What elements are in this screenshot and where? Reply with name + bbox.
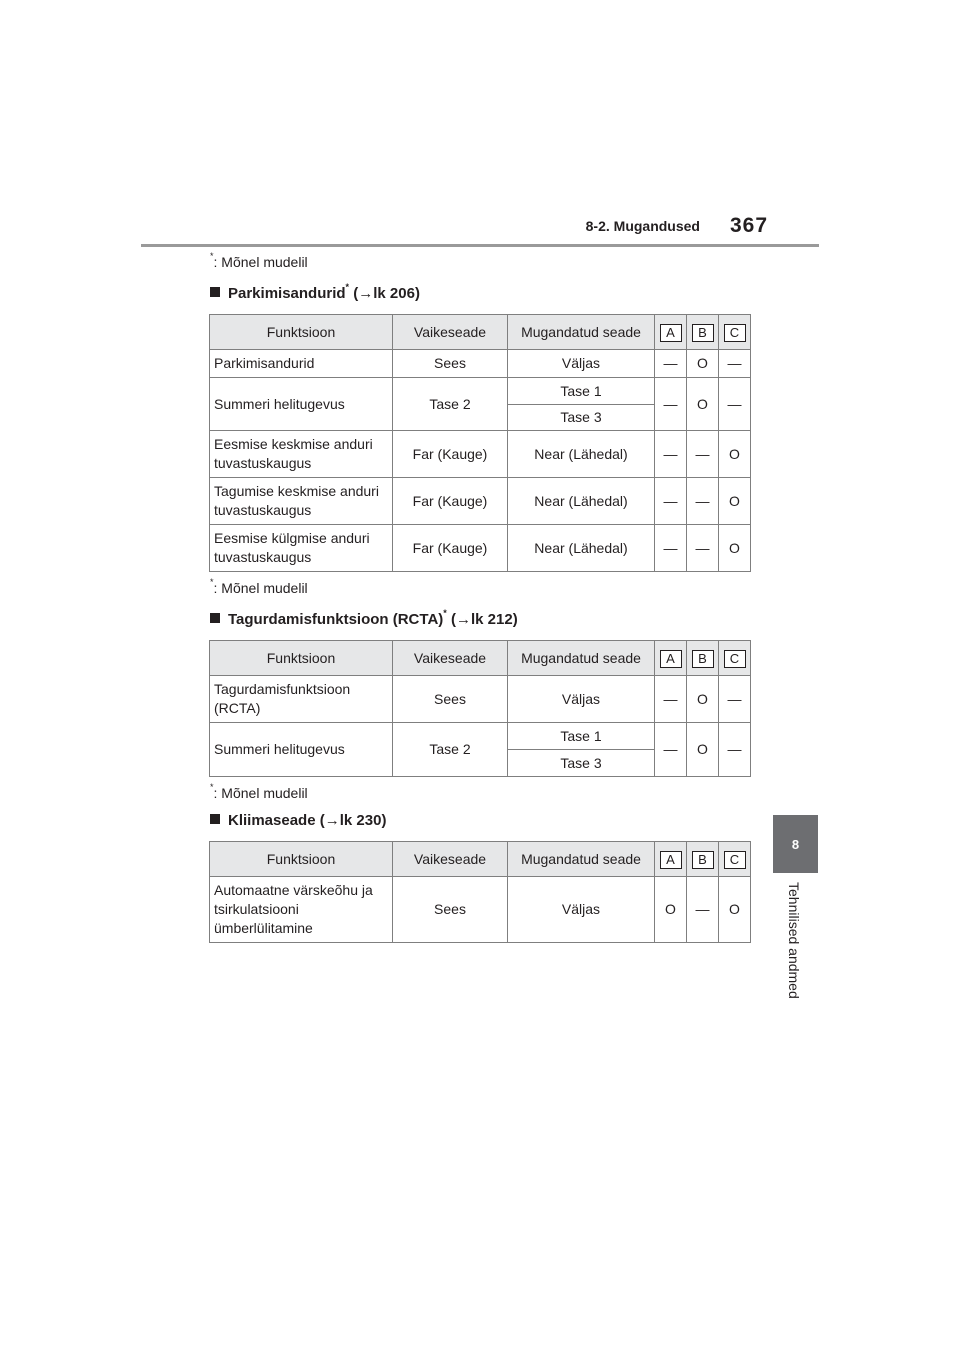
- cell-b: O: [687, 676, 719, 723]
- column-header-b: [687, 842, 719, 877]
- cell-a: O: [655, 877, 687, 943]
- table-row: [210, 877, 751, 943]
- header-rule: [141, 244, 819, 247]
- cell-c: —: [719, 350, 751, 378]
- table-row: [210, 350, 751, 378]
- cell-function: Eesmise keskmise anduri tuvastuskaugus: [210, 431, 393, 478]
- table-header-row: [210, 641, 751, 676]
- footnote-asterisk: *: [210, 782, 214, 792]
- column-header-a: [655, 641, 687, 676]
- cell-function: Tagurdamisfunktsioon (RCTA): [210, 676, 393, 723]
- cell-a: —: [655, 378, 687, 431]
- cell-c: —: [719, 723, 751, 777]
- column-header-c: [719, 315, 751, 350]
- cell-custom: Väljas: [508, 350, 655, 378]
- arrow-right-icon: →: [455, 611, 471, 628]
- table-row: [210, 525, 751, 572]
- footnote: [210, 577, 308, 596]
- column-header-c: [719, 842, 751, 877]
- cell-c: —: [719, 676, 751, 723]
- letter-a-icon: A: [660, 851, 682, 869]
- cell-custom: Near (Lähedal): [508, 525, 655, 572]
- footnote-asterisk: *: [443, 608, 447, 618]
- letter-c-icon: C: [724, 650, 746, 668]
- footnote-text: : Mõnel mudelil: [213, 254, 308, 270]
- cell-custom: Väljas: [508, 676, 655, 723]
- table-row: [210, 676, 751, 723]
- letter-c-icon: C: [724, 851, 746, 869]
- page-number: 367: [730, 214, 769, 237]
- table-header-row: [210, 315, 751, 350]
- table-row: [210, 723, 751, 750]
- section-heading: Kliimaseade (→lk 230): [210, 812, 386, 829]
- cell-c: O: [719, 478, 751, 525]
- footnote: [210, 782, 308, 801]
- cell-c: O: [719, 525, 751, 572]
- cell-custom: Tase 3: [508, 405, 655, 431]
- cell-default: Sees: [393, 877, 508, 943]
- footnote-asterisk: *: [345, 282, 350, 292]
- cell-c: O: [719, 877, 751, 943]
- table-row: [210, 431, 751, 478]
- section-title: Kliimaseade: [228, 812, 316, 829]
- column-header-custom: Mugandatud seade: [508, 315, 655, 350]
- column-header-custom: Mugandatud seade: [508, 641, 655, 676]
- column-header-default: Vaikeseade: [393, 842, 508, 877]
- cell-custom: Tase 3: [508, 750, 655, 777]
- cell-b: —: [687, 525, 719, 572]
- cell-custom: Near (Lähedal): [508, 431, 655, 478]
- cell-function: Eesmise külgmise anduri tuvastuskaugus: [210, 525, 393, 572]
- cell-a: —: [655, 478, 687, 525]
- cell-default: Far (Kauge): [393, 525, 508, 572]
- section-title: Parkimisandurid: [228, 285, 346, 302]
- cell-function: Summeri helitugevus: [210, 378, 393, 431]
- letter-a-icon: A: [660, 650, 682, 668]
- cell-default: Sees: [393, 350, 508, 378]
- square-bullet-icon: [210, 287, 220, 297]
- letter-b-icon: B: [692, 324, 714, 342]
- footnote-asterisk: *: [210, 577, 214, 587]
- page-header-section: 8-2. Mugandused: [585, 218, 700, 234]
- footnote-text: : Mõnel mudelil: [213, 580, 308, 596]
- cell-c: —: [719, 378, 751, 431]
- column-header-a: [655, 315, 687, 350]
- chapter-tab: 8: [773, 815, 818, 873]
- cell-b: —: [687, 431, 719, 478]
- square-bullet-icon: [210, 613, 220, 623]
- cell-a: —: [655, 431, 687, 478]
- section-heading: Tagurdamisfunktsioon (RCTA)* (→lk 212): [210, 611, 518, 628]
- cell-c: O: [719, 431, 751, 478]
- cell-function: Parkimisandurid: [210, 350, 393, 378]
- settings-table: [209, 314, 751, 572]
- letter-c-icon: C: [724, 324, 746, 342]
- page-reference[interactable]: lk 206: [373, 285, 415, 302]
- column-header-c: [719, 641, 751, 676]
- cell-b: O: [687, 723, 719, 777]
- section-title: Tagurdamisfunktsioon (RCTA): [228, 611, 444, 628]
- cell-custom: Väljas: [508, 877, 655, 943]
- chapter-label: Tehnilised andmed: [786, 882, 802, 999]
- cell-default: Far (Kauge): [393, 431, 508, 478]
- cell-b: —: [687, 877, 719, 943]
- settings-table: [209, 841, 751, 943]
- column-header-function: Funktsioon: [210, 641, 393, 676]
- arrow-right-icon: →: [358, 285, 374, 302]
- column-header-b: [687, 641, 719, 676]
- arrow-right-icon: →: [324, 812, 340, 829]
- letter-b-icon: B: [692, 851, 714, 869]
- table-row: [210, 378, 751, 405]
- cell-b: —: [687, 478, 719, 525]
- cell-custom: Tase 1: [508, 723, 655, 750]
- settings-table: [209, 640, 751, 777]
- letter-b-icon: B: [692, 650, 714, 668]
- cell-a: —: [655, 525, 687, 572]
- cell-default: Tase 2: [393, 378, 508, 431]
- column-header-function: Funktsioon: [210, 842, 393, 877]
- cell-custom: Tase 1: [508, 378, 655, 405]
- cell-b: O: [687, 350, 719, 378]
- column-header-custom: Mugandatud seade: [508, 842, 655, 877]
- cell-function: Tagumise keskmise anduri tuvastuskaugus: [210, 478, 393, 525]
- footnote-text: : Mõnel mudelil: [213, 785, 308, 801]
- table-row: [210, 478, 751, 525]
- section-heading: Parkimisandurid* (→lk 206): [210, 285, 420, 302]
- cell-default: Tase 2: [393, 723, 508, 777]
- footnote-asterisk: *: [210, 251, 214, 261]
- column-header-a: [655, 842, 687, 877]
- column-header-default: Vaikeseade: [393, 641, 508, 676]
- page-reference[interactable]: lk 230: [339, 812, 382, 829]
- cell-default: Sees: [393, 676, 508, 723]
- cell-custom: Near (Lähedal): [508, 478, 655, 525]
- cell-b: O: [687, 378, 719, 431]
- page-reference[interactable]: lk 212: [470, 611, 513, 628]
- cell-a: —: [655, 350, 687, 378]
- square-bullet-icon: [210, 814, 220, 824]
- letter-a-icon: A: [660, 324, 682, 342]
- cell-function: Automaatne värskeõhu ja tsirkulatsiooni ümberlülitamine: [210, 877, 393, 943]
- column-header-function: Funktsioon: [210, 315, 393, 350]
- footnote: [210, 251, 308, 270]
- table-header-row: [210, 842, 751, 877]
- cell-a: —: [655, 676, 687, 723]
- cell-function: Summeri helitugevus: [210, 723, 393, 777]
- cell-a: —: [655, 723, 687, 777]
- column-header-default: Vaikeseade: [393, 315, 508, 350]
- column-header-b: [687, 315, 719, 350]
- cell-default: Far (Kauge): [393, 478, 508, 525]
